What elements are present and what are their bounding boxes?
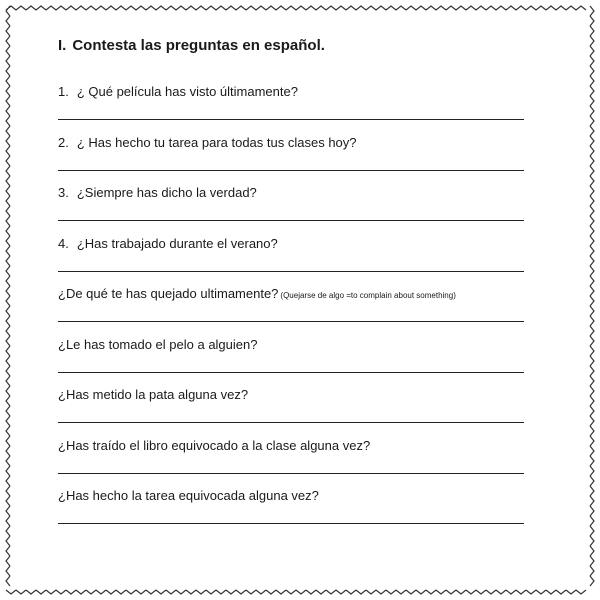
question-item (58, 236, 528, 287)
question-note: (Quejarse de algo =to complain about something) (280, 291, 456, 300)
answer-line[interactable] (58, 271, 524, 272)
question-list (58, 84, 528, 539)
question-item (58, 438, 528, 489)
answer-line[interactable] (58, 422, 524, 423)
answer-line[interactable] (58, 372, 524, 373)
section-heading (58, 36, 528, 56)
question-text: ¿Has trabajado durante el verano? (76, 235, 278, 251)
question-text: ¿De qué te has quejado ultimamente? (58, 286, 279, 301)
question-text: ¿Has hecho la tarea equivocada alguna vez? (58, 488, 319, 503)
question-number: 4. (58, 235, 69, 251)
question-text: ¿ Has hecho tu tarea para todas tus clases hoy? (76, 134, 357, 150)
question-item (58, 387, 528, 438)
answer-line[interactable] (58, 220, 524, 221)
question-text: ¿Le has tomado el pelo a alguien? (58, 336, 258, 352)
question-number: 2. (58, 134, 69, 150)
question-number: 1. (58, 84, 69, 99)
question-item (58, 135, 528, 186)
question-text: ¿Has traído el libro equivocado a la clase alguna vez? (58, 437, 371, 453)
section-number: I. (58, 37, 67, 54)
worksheet-content (58, 36, 528, 539)
section-title: Contesta las preguntas en español. (72, 37, 325, 54)
answer-line[interactable] (58, 473, 524, 474)
answer-line[interactable] (58, 170, 524, 171)
answer-line[interactable] (58, 523, 524, 524)
question-text: ¿Has metido la pata alguna vez? (58, 387, 249, 402)
question-item (58, 286, 528, 337)
answer-line[interactable] (58, 119, 524, 120)
question-text: ¿Siempre has dicho la verdad? (76, 185, 257, 200)
question-text: ¿ Qué película has visto últimamente? (76, 84, 298, 99)
question-item (58, 488, 528, 539)
question-item (58, 84, 528, 135)
answer-line[interactable] (58, 321, 524, 322)
question-number: 3. (58, 185, 69, 200)
question-item (58, 185, 528, 236)
question-item (58, 337, 528, 388)
